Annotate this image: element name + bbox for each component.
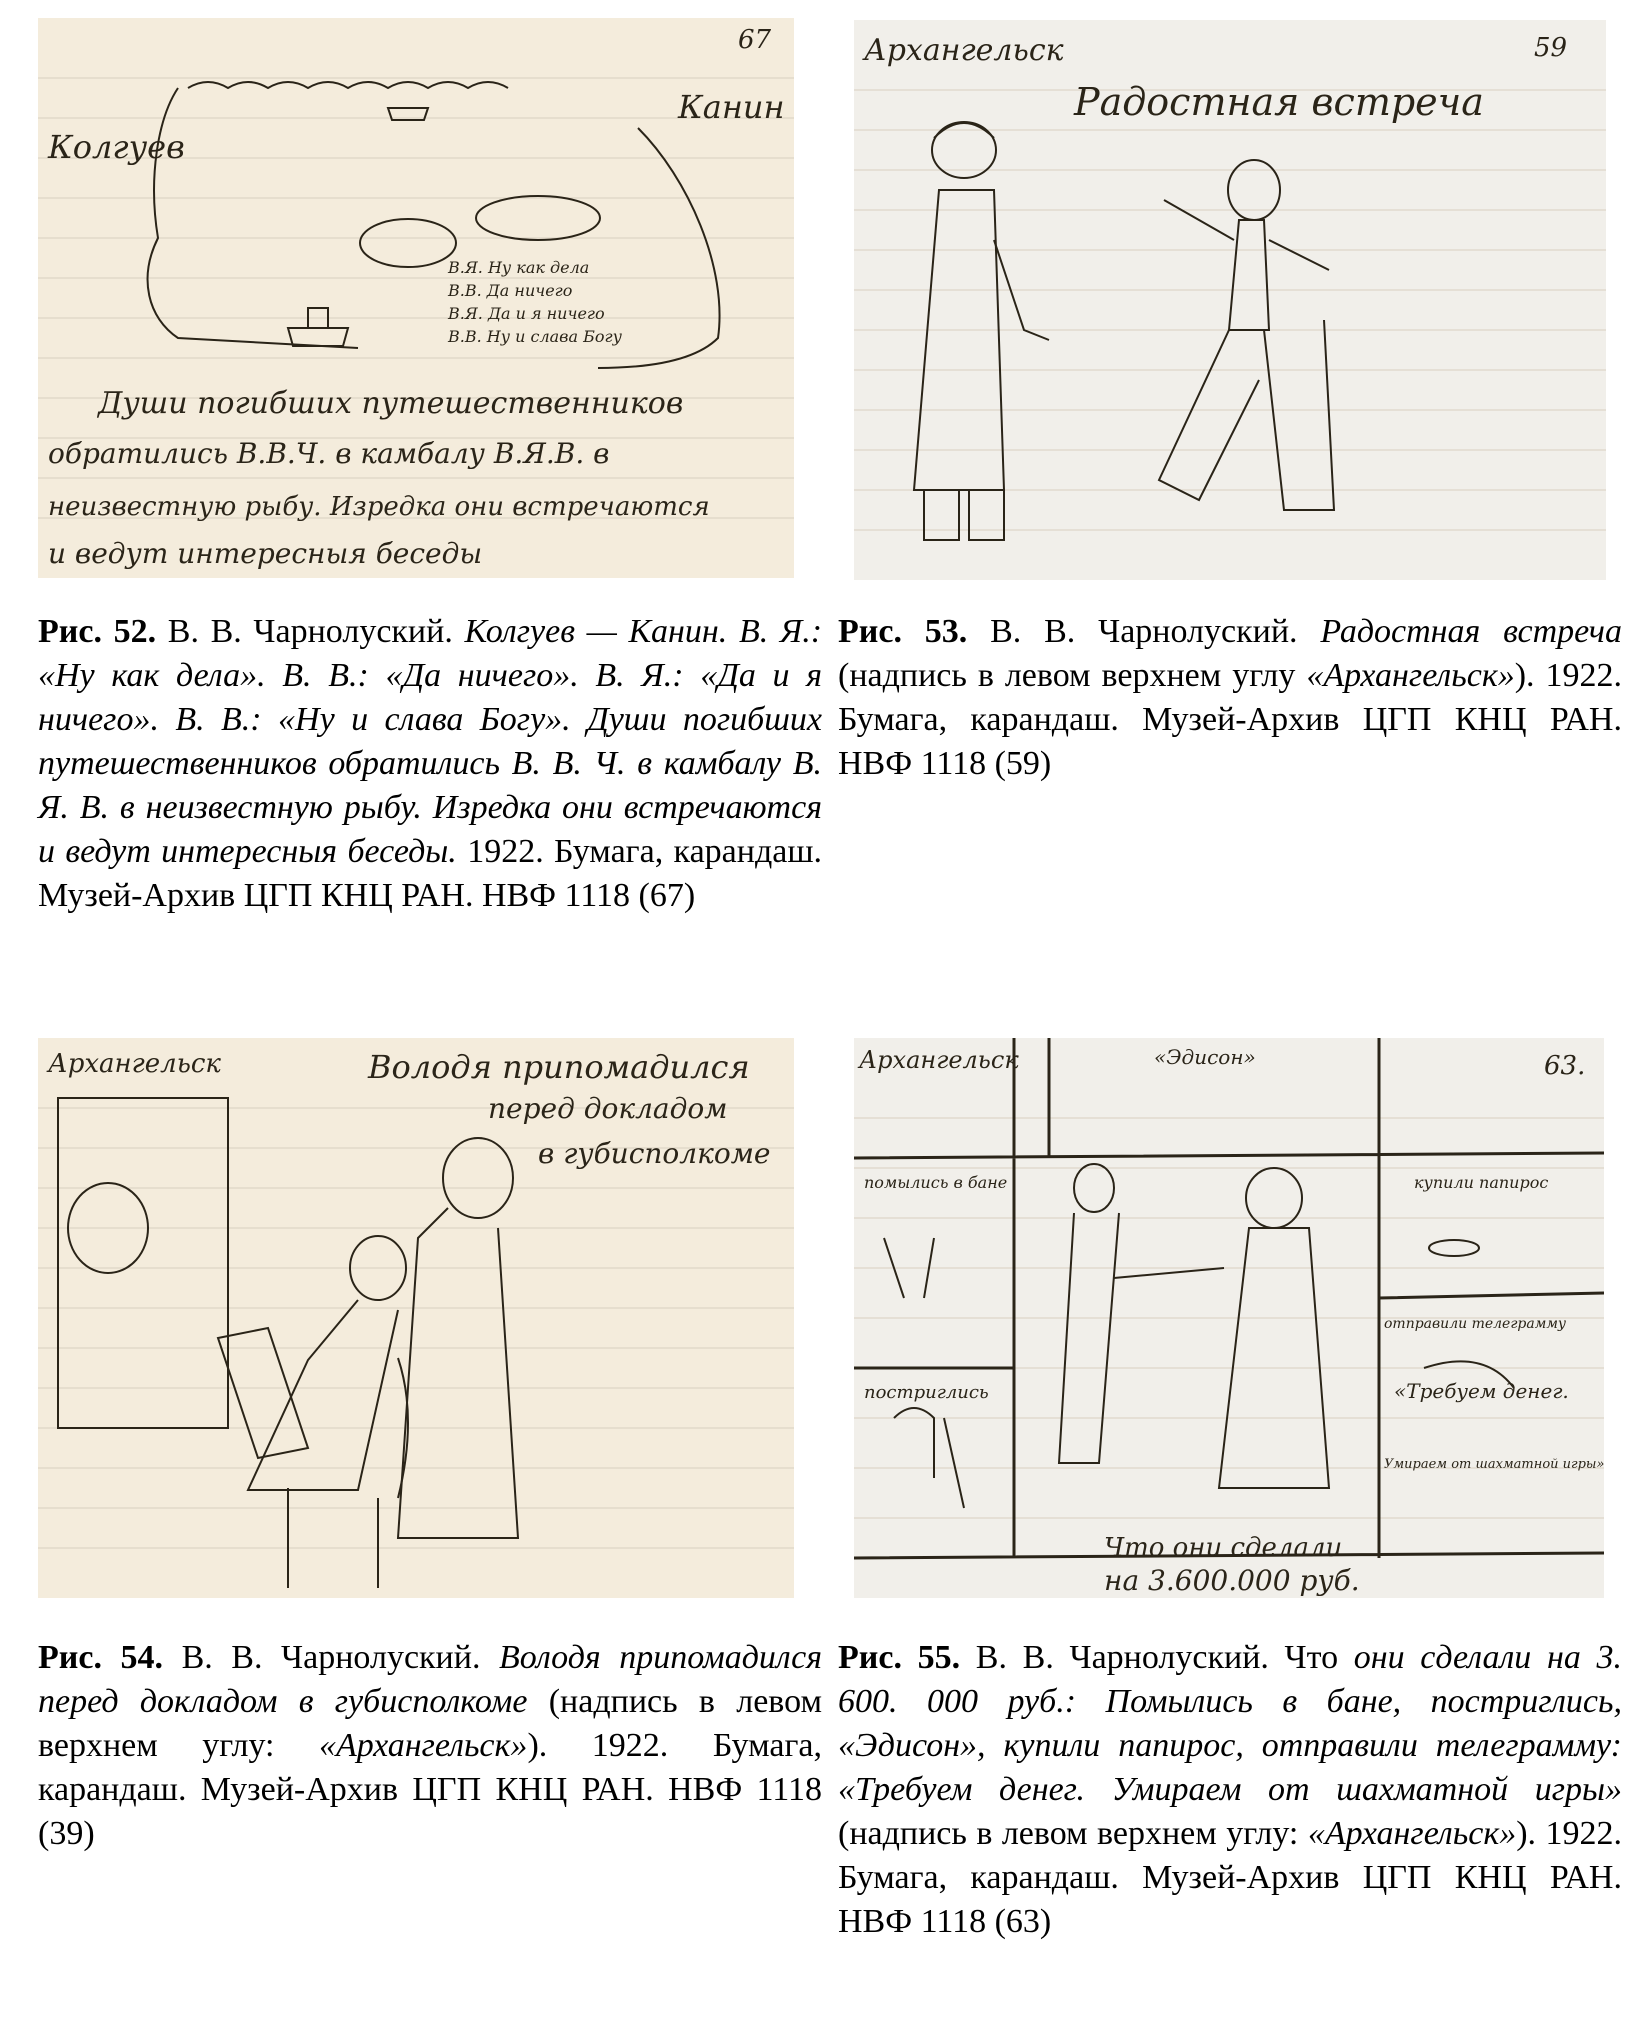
sketch-53-corner: Архангельск	[864, 33, 1064, 68]
sketch-53-page-no: 59	[1534, 33, 1568, 63]
sketch-55-telegram-2: «Требуем денег.	[1394, 1379, 1569, 1403]
caption-54-label: Рис. 54.	[38, 1639, 164, 1676]
sketch-52-right-island: Канин	[678, 88, 785, 126]
sketch-52-dialog-3: В.Я. Да и я ничего	[448, 304, 605, 323]
sketch-55-corner: Архангельск	[859, 1046, 1019, 1074]
sketch-52-note-2: обратились В.В.Ч. в камбалу В.Я.В. в	[48, 437, 610, 470]
sketch-55-panels	[854, 1038, 1604, 1598]
caption-53-author: В. В. Чарнолуский.	[990, 613, 1298, 650]
caption-55-middle: (надпись в левом верхнем углу:	[838, 1815, 1308, 1852]
caption-53	[838, 610, 1622, 786]
caption-54-author: В. В. Чарнолуский.	[181, 1639, 481, 1676]
figure-55	[838, 1038, 1622, 1944]
caption-55-tail: ). 1922. Бумага, карандаш. Музей-Архив ЦГП КНЦ РАН. НВФ 1118 (63)	[838, 1815, 1622, 1940]
figure-54	[38, 1038, 822, 1856]
sketch-53-heading: Радостная встреча	[1074, 80, 1484, 124]
caption-52-label: Рис. 52.	[38, 613, 157, 650]
caption-53-title: Радостная встреча	[1320, 613, 1622, 650]
caption-53-tail: ). 1922. Бумага, карандаш. Музей-Архив ЦГП КНЦ РАН. НВФ 1118 (59)	[838, 657, 1622, 782]
sketch-55-bottom-2: на 3.600.000 руб.	[1104, 1564, 1360, 1597]
caption-52-author: В. В. Чарнолуский.	[167, 613, 453, 650]
sketch-55-telegram-3: Умираем от шахматной игры»	[1384, 1457, 1604, 1472]
caption-55-author: В. В. Чарнолуский.	[975, 1639, 1269, 1676]
sketch-52-dialog-2: В.В. Да ничего	[448, 281, 573, 300]
sketch-55-papiros: купили папирос	[1414, 1173, 1549, 1192]
caption-52-tail: 1922. Бумага, карандаш. Музей-Архив ЦГП КНЦ РАН. НВФ 1118 (67)	[38, 833, 823, 914]
sketch-52-note-3: неизвестную рыбу. Изредка они встречаются	[48, 492, 710, 522]
sketch-52-note-1: Души погибших путешественников	[98, 386, 684, 421]
sketch-52-dialog-4: В.В. Ну и слава Богу	[448, 327, 622, 346]
sketch-55-haircut: постриглись	[864, 1382, 989, 1403]
caption-55-quote: «Архангельск»	[1307, 1815, 1517, 1852]
caption-52	[38, 610, 822, 918]
caption-55	[838, 1636, 1622, 1944]
sketch-55-page-no: 63.	[1544, 1051, 1586, 1081]
sketch-54-heading-1: Володя припомадился	[368, 1048, 750, 1086]
caption-54-tail: ). 1922. Бумага, карандаш. Музей-Архив ЦГП КНЦ РАН. НВФ 1118 (39)	[38, 1727, 822, 1852]
sketch-55-bath: помылись в бане	[864, 1173, 1008, 1192]
sketch-54-barber	[38, 1038, 794, 1598]
sketch-53-meeting	[854, 20, 1606, 580]
sketch-52-left-island: Колгуев	[48, 128, 185, 166]
caption-53-middle: (надпись в левом верхнем углу	[838, 657, 1307, 694]
sketch-54-heading-2: перед докладом	[488, 1092, 728, 1125]
caption-54-quote: «Архангельск»	[319, 1727, 528, 1764]
sketch-55-telegram-1: отправили телеграмму	[1384, 1316, 1567, 1332]
caption-55-label: Рис. 55.	[838, 1639, 961, 1676]
sketch-52-note-4: и ведут интересныя беседы	[48, 537, 483, 570]
sketch-52-dialog-1: В.Я. Ну как дела	[448, 258, 590, 277]
sketch-52-page-no: 67	[738, 25, 772, 55]
caption-54-middle: (надпись в левом верхнем углу:	[38, 1683, 822, 1764]
figure-53	[838, 0, 1622, 786]
figure-52	[38, 0, 822, 918]
sketch-54-heading-3: в губисполкоме	[538, 1137, 771, 1170]
caption-54-title: Володя припомадился перед докладом в губисполкоме	[38, 1639, 823, 1720]
caption-55-title: они сделали на 3. 600. 000 руб.: Помылись в бане, постриглись, «Эдисон», купили папирос, отправили телеграмму: «Требуем денег. Умираем от шахматной игры»	[838, 1639, 1622, 1808]
caption-52-title: Колгуев — Канин. В. Я.: «Ну как дела». В. В.: «Да ничего». В. Я.: «Да и я ничего». В. В.: «Ну и слава Богу». Души погибших путешественников обратились В. В. Ч. в камбалу В. Я. В. в неизвестную рыбу. Изредка они встречаются и ведут интересныя беседы.	[38, 613, 823, 870]
sketch-55-bottom-1: Что они сделали	[1104, 1533, 1343, 1563]
caption-53-quote: «Архангельск»	[1306, 657, 1515, 694]
caption-53-label: Рис. 53.	[838, 613, 968, 650]
sketch-55-edison: «Эдисон»	[1154, 1045, 1256, 1069]
sketch-52-map	[38, 18, 794, 578]
caption-55-prefix: Что	[1268, 1639, 1354, 1676]
caption-54	[38, 1636, 822, 1856]
sketch-54-corner: Архангельск	[48, 1049, 221, 1079]
